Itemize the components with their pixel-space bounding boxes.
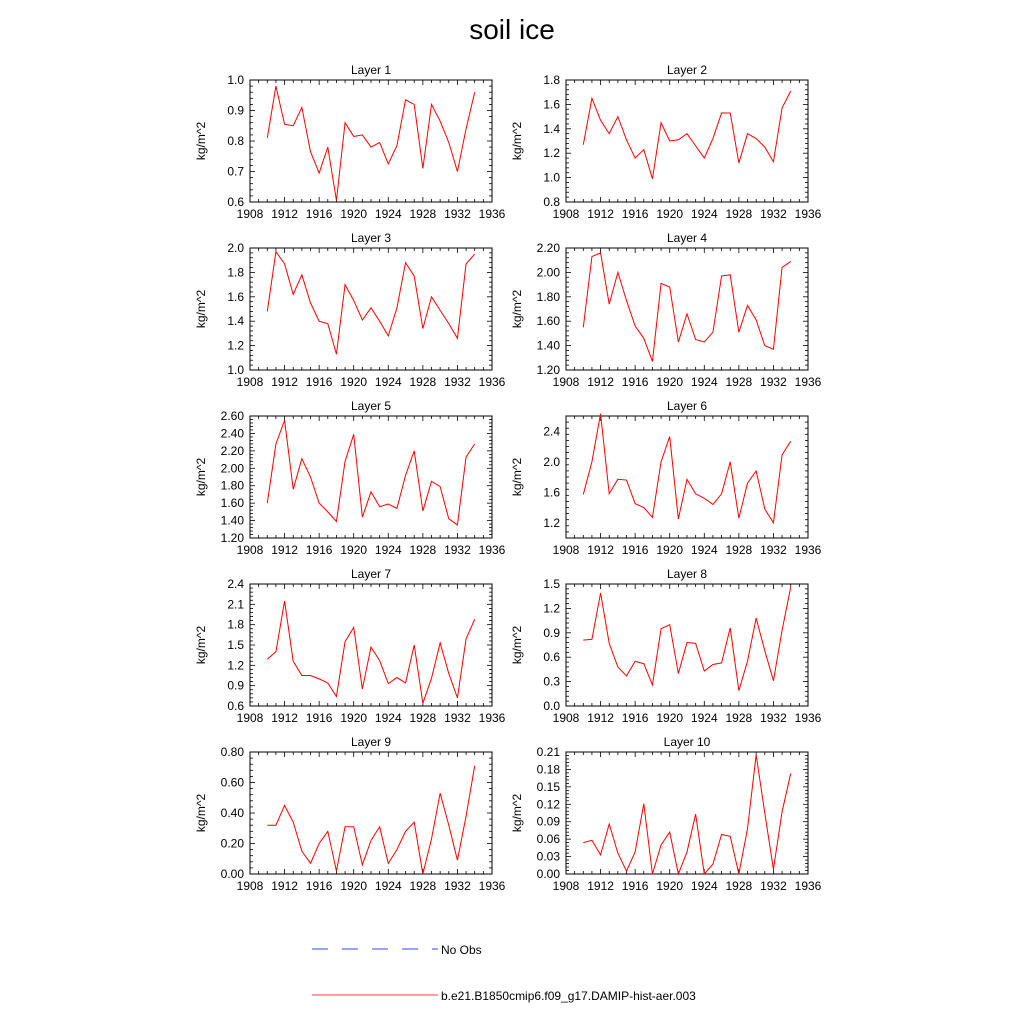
y-tick-label: 0.6: [543, 650, 560, 665]
y-tick-label: 1.8: [543, 73, 560, 87]
series-line: [583, 91, 790, 179]
x-tick-label: 1916: [305, 543, 333, 557]
y-tick-label: 1.0: [227, 363, 244, 377]
x-tick-label: 1932: [760, 711, 787, 725]
y-tick-label: 2.1: [227, 597, 244, 612]
x-tick-label: 1932: [760, 543, 787, 557]
y-axis-label: kg/m^2: [194, 289, 208, 329]
x-tick-label: 1924: [690, 207, 718, 221]
y-tick-label: 0.3: [543, 674, 560, 689]
x-tick-label: 1908: [552, 543, 580, 557]
y-tick-label: 1.0: [543, 170, 560, 185]
y-tick-label: 0.18: [536, 762, 560, 777]
y-tick-label: 1.0: [227, 73, 244, 87]
y-tick-label: 2.0: [543, 454, 560, 469]
y-tick-label: 0.09: [536, 814, 560, 829]
y-tick-label: 1.8: [227, 617, 244, 632]
x-tick-label: 1932: [444, 879, 471, 893]
plot-frame: [250, 584, 492, 706]
y-tick-label: 1.60: [536, 314, 560, 329]
series-line: [267, 766, 474, 874]
y-axis-label: kg/m^2: [194, 793, 208, 833]
y-tick-label: 0.6: [227, 195, 244, 209]
y-tick-label: 1.4: [227, 314, 244, 329]
y-tick-label: 2.4: [227, 577, 244, 591]
y-tick-label: 1.20: [536, 363, 560, 377]
y-tick-label: 1.6: [543, 485, 560, 500]
panel-layer-3: [194, 231, 506, 389]
y-tick-label: 0.0: [543, 699, 560, 713]
y-tick-label: 1.20: [220, 531, 244, 545]
panel-title: Layer 6: [666, 399, 708, 413]
panel-layer-7: [194, 567, 506, 725]
y-tick-label: 0.20: [220, 836, 244, 851]
x-tick-label: 1908: [552, 207, 580, 221]
x-tick-label: 1908: [236, 375, 264, 389]
x-tick-label: 1916: [621, 879, 649, 893]
panel-layer-8: [510, 567, 822, 725]
x-tick-label: 1928: [409, 879, 437, 893]
x-tick-label: 1908: [236, 543, 264, 557]
x-tick-label: 1920: [656, 207, 684, 221]
y-tick-label: 0.9: [543, 625, 560, 640]
x-tick-label: 1912: [271, 207, 298, 221]
panel-title: Layer 5: [350, 399, 392, 413]
y-tick-label: 0.9: [227, 678, 244, 693]
y-tick-label: 0.00: [536, 867, 560, 881]
x-tick-label: 1928: [409, 543, 437, 557]
x-tick-label: 1916: [305, 711, 333, 725]
x-tick-label: 1908: [552, 375, 580, 389]
panel-layer-4: [510, 231, 822, 389]
x-tick-label: 1912: [587, 879, 614, 893]
plot-frame: [566, 80, 808, 202]
plot-frame: [566, 248, 808, 370]
legend-label-no-obs: No Obs: [441, 943, 482, 957]
series-line: [267, 86, 474, 200]
x-tick-label: 1912: [587, 207, 614, 221]
x-tick-label: 1932: [444, 207, 471, 221]
x-tick-label: 1932: [760, 879, 787, 893]
x-tick-label: 1920: [656, 879, 684, 893]
x-tick-label: 1920: [340, 543, 368, 557]
y-tick-label: 1.8: [227, 265, 244, 280]
page-title: soil ice: [469, 14, 555, 45]
x-tick-label: 1936: [478, 543, 506, 557]
series-line: [583, 755, 790, 874]
x-tick-label: 1928: [725, 375, 753, 389]
panel-layer-10: [510, 735, 822, 893]
x-tick-label: 1928: [409, 207, 437, 221]
plot-frame: [250, 80, 492, 202]
y-tick-label: 1.2: [543, 146, 560, 161]
y-tick-label: 1.80: [220, 478, 244, 493]
x-tick-label: 1924: [690, 879, 718, 893]
y-axis-label: kg/m^2: [510, 289, 524, 329]
x-tick-label: 1932: [760, 375, 787, 389]
x-tick-label: 1928: [725, 879, 753, 893]
y-tick-label: 0.60: [220, 775, 244, 790]
x-tick-label: 1912: [271, 375, 298, 389]
y-tick-label: 2.60: [220, 409, 244, 423]
y-tick-label: 0.15: [536, 779, 560, 794]
x-tick-label: 1936: [478, 375, 506, 389]
x-tick-label: 1928: [725, 711, 753, 725]
y-axis-label: kg/m^2: [510, 793, 524, 833]
series-line: [583, 253, 790, 362]
x-tick-label: 1912: [587, 375, 614, 389]
x-tick-label: 1936: [478, 879, 506, 893]
x-tick-label: 1936: [478, 207, 506, 221]
x-tick-label: 1932: [760, 207, 787, 221]
y-axis-label: kg/m^2: [194, 121, 208, 161]
x-tick-label: 1920: [340, 879, 368, 893]
series-line: [267, 252, 474, 354]
x-tick-label: 1916: [621, 375, 649, 389]
x-tick-label: 1916: [305, 879, 333, 893]
x-tick-label: 1928: [725, 207, 753, 221]
panel-title: Layer 1: [350, 63, 392, 77]
x-tick-label: 1908: [552, 711, 580, 725]
y-axis-label: kg/m^2: [194, 625, 208, 665]
x-tick-label: 1916: [621, 207, 649, 221]
x-tick-label: 1920: [340, 375, 368, 389]
legend-label-model: b.e21.B1850cmip6.f09_g17.DAMIP-hist-aer.003: [441, 989, 696, 1003]
y-tick-label: 0.21: [536, 745, 560, 759]
y-tick-label: 1.60: [220, 496, 244, 511]
series-line: [267, 420, 474, 525]
x-tick-label: 1936: [794, 543, 822, 557]
x-tick-label: 1932: [444, 543, 471, 557]
panel-layer-6: [510, 399, 822, 557]
x-tick-label: 1924: [374, 879, 402, 893]
panel-title: Layer 8: [666, 567, 708, 581]
x-tick-label: 1908: [236, 879, 264, 893]
x-tick-label: 1932: [444, 375, 471, 389]
y-tick-label: 1.6: [543, 97, 560, 112]
y-axis-label: kg/m^2: [194, 457, 208, 497]
x-tick-label: 1920: [656, 375, 684, 389]
y-tick-label: 0.80: [220, 745, 244, 759]
x-tick-label: 1936: [794, 375, 822, 389]
series-line: [267, 601, 474, 703]
x-tick-label: 1936: [478, 711, 506, 725]
x-tick-label: 1920: [656, 543, 684, 557]
x-tick-label: 1920: [656, 711, 684, 725]
panel-title: Layer 9: [350, 735, 392, 749]
series-line: [583, 587, 790, 690]
panel-layer-2: [510, 63, 822, 221]
y-axis-label: kg/m^2: [510, 625, 524, 665]
y-tick-label: 2.4: [543, 424, 560, 439]
plot-frame: [250, 248, 492, 370]
x-tick-label: 1924: [374, 543, 402, 557]
x-tick-label: 1916: [305, 375, 333, 389]
x-tick-label: 1916: [621, 543, 649, 557]
x-tick-label: 1916: [621, 711, 649, 725]
y-tick-label: 0.06: [536, 832, 560, 847]
x-tick-label: 1924: [374, 207, 402, 221]
y-tick-label: 2.00: [220, 461, 244, 476]
panel-title: Layer 3: [350, 231, 392, 245]
y-tick-label: 0.40: [220, 806, 244, 820]
plot-frame: [250, 752, 492, 874]
x-tick-label: 1908: [236, 711, 264, 725]
y-tick-label: 0.7: [227, 164, 244, 179]
y-tick-label: 1.2: [543, 601, 560, 616]
y-tick-label: 0.6: [227, 699, 244, 713]
y-tick-label: 2.40: [220, 426, 244, 441]
series-line: [583, 414, 790, 523]
legend-swatch-model: [310, 988, 440, 1002]
y-tick-label: 0.9: [227, 103, 244, 118]
x-tick-label: 1920: [340, 711, 368, 725]
x-tick-label: 1936: [794, 711, 822, 725]
y-tick-label: 1.4: [543, 121, 560, 136]
y-tick-label: 0.00: [220, 867, 244, 881]
y-tick-label: 2.20: [536, 241, 560, 255]
y-tick-label: 1.5: [227, 638, 244, 652]
y-tick-label: 0.8: [227, 134, 244, 148]
x-tick-label: 1924: [690, 543, 718, 557]
x-tick-label: 1928: [409, 375, 437, 389]
y-tick-label: 1.6: [227, 289, 244, 304]
x-tick-label: 1912: [587, 543, 614, 557]
y-tick-label: 2.20: [220, 443, 244, 458]
x-tick-label: 1924: [374, 375, 402, 389]
y-tick-label: 1.40: [536, 338, 560, 353]
panel-title: Layer 2: [666, 63, 708, 77]
y-tick-label: 1.2: [227, 338, 244, 353]
y-tick-label: 0.03: [536, 849, 560, 864]
x-tick-label: 1912: [271, 879, 298, 893]
y-tick-label: 1.80: [536, 289, 560, 304]
x-tick-label: 1928: [409, 711, 437, 725]
y-tick-label: 0.12: [536, 797, 560, 812]
y-tick-label: 2.00: [536, 265, 560, 280]
y-tick-label: 1.2: [543, 515, 560, 530]
x-tick-label: 1924: [374, 711, 402, 725]
y-axis-label: kg/m^2: [510, 121, 524, 161]
y-tick-label: 2.0: [227, 241, 244, 255]
y-tick-label: 0.8: [543, 195, 560, 209]
y-tick-label: 1.5: [543, 577, 560, 591]
x-tick-label: 1928: [725, 543, 753, 557]
x-tick-label: 1908: [552, 879, 580, 893]
x-tick-label: 1932: [444, 711, 471, 725]
panel-title: Layer 4: [666, 231, 708, 245]
panel-title: Layer 7: [350, 567, 392, 581]
x-tick-label: 1912: [271, 543, 298, 557]
x-tick-label: 1920: [340, 207, 368, 221]
x-tick-label: 1908: [236, 207, 264, 221]
y-tick-label: 1.40: [220, 513, 244, 528]
x-tick-label: 1924: [690, 375, 718, 389]
x-tick-label: 1916: [305, 207, 333, 221]
x-tick-label: 1936: [794, 879, 822, 893]
x-tick-label: 1924: [690, 711, 718, 725]
panel-layer-5: [194, 399, 506, 557]
legend-swatch-no-obs: [310, 942, 440, 956]
x-tick-label: 1912: [587, 711, 614, 725]
x-tick-label: 1912: [271, 711, 298, 725]
panel-layer-9: [194, 735, 506, 893]
panel-layer-1: [194, 63, 506, 221]
y-axis-label: kg/m^2: [510, 457, 524, 497]
panel-title: Layer 10: [663, 735, 711, 749]
x-tick-label: 1936: [794, 207, 822, 221]
y-tick-label: 1.2: [227, 658, 244, 673]
